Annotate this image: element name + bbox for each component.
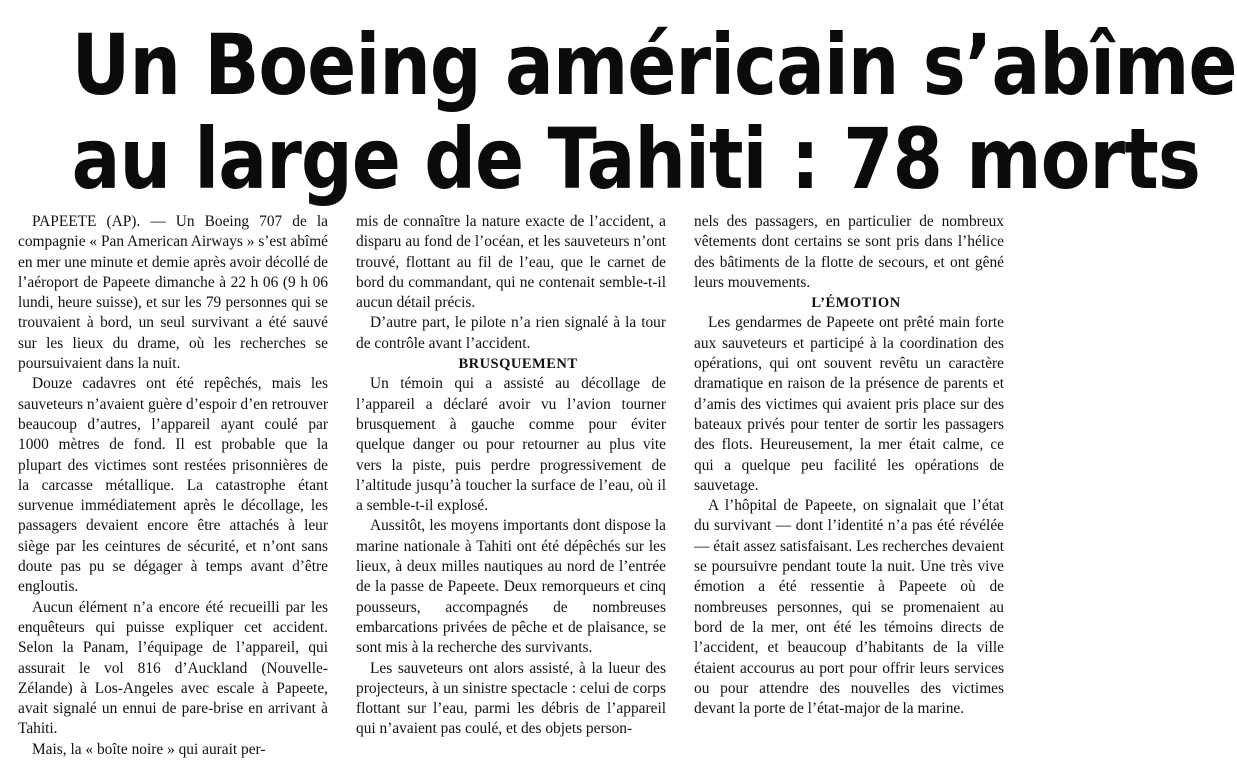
article-body	[18, 212, 1006, 760]
paragraph: D’autre part, le pilote n’a rien signalé à la tour de contrôle avant l’accident.	[356, 314, 666, 352]
paragraph: Un témoin qui a assisté au décollage de l’appareil a déclaré avoir vu l’avion tourner brusquement à gauche comme pour éviter quelque danger ou pour retourner au plus vite vers la piste, puis perdre progressivement de l’altitude jusqu’à toucher la surface de l’eau, où il a semble-t-il explosé.	[356, 375, 666, 515]
paragraph: Les gendarmes de Papeete ont prêté main forte aux sauveteurs et participé à la coordination des opérations, qui ont souvent revêtu un caractère dramatique en raison de la présence de parents et d’amis des victimes qui avaient pris place sur des bateaux privés pour tenter de sortir les passagers des flots. Heureusement, la mer était calme, ce qui a quelque peu facilité les opérations de sauvetage.	[694, 314, 1004, 494]
paragraph: Aucun élément n’a encore été recueilli par les enquêteurs qui puisse expliquer cet accident. Selon la Panam, l’équipage de l’appareil, qui assurait le vol 816 d’Auckland (Nouvelle-Zélande) à Los-Angeles avec escale à Papeete, avait signalé un ennui de pare-brise en arrivant à Tahiti.	[18, 598, 328, 738]
paragraph: Mais, la « boîte noire » qui aurait per-	[32, 740, 266, 758]
subheading-brusquement: BRUSQUEMENT	[458, 356, 578, 373]
paragraph: Douze cadavres ont été repêchés, mais les sauveteurs n’avaient guère d’espoir d’en retrouver beaucoup d’autres, l’appareil ayant coulé par 1000 mètres de fond. Il est probable que la plupart des victimes sont restées prisonnières de la carcasse métallique. La catastrophe étant survenue immédiatement après le décollage, les passagers devaient encore être attachés à leur siège par les ceintures de sécurité, et n’ont sans doute pas pu se dégager à temps avant d’être engloutis.	[18, 375, 328, 596]
article-column-2	[356, 212, 666, 740]
paragraph-dateline: PAPEETE (AP). — Un Boeing 707 de la compagnie « Pan American Airways » s’est abîmé en mer une minute et demie après avoir décollé de l’aéroport de Papeete dimanche à 22 h 06 (9 h 06 lundi, heure suisse), et sur les 79 personnes qui se trouvaient à bord, un seul survivant a été sauvé sur les lieux du drame, où les recherches se poursuivaient dans la nuit.	[18, 213, 328, 373]
paragraph-continued: nels des passagers, en particulier de nombreux vêtements dont certains se sont pris dans l’hélice des bâtiments de la flotte de secours, et ont gêné leurs mouvements.	[694, 213, 1004, 291]
subheading-emotion: L’ÉMOTION	[811, 295, 901, 312]
paragraph: Les sauveteurs ont alors assisté, à la lueur des projecteurs, à un sinistre spectacle : celui de corps flottant sur l’eau, parmi les débris de l’appareil qui n’avaient pas coulé, et des objets person-	[356, 659, 666, 738]
article-column-1	[18, 212, 328, 760]
paragraph-continued: mis de connaître la nature exacte de l’accident, a disparu au fond de l’océan, et les sauveteurs n’ont trouvé, flottant au fil de l’eau, que le carnet de bord du commandant, qui ne contenait semble-t-il aucun détail précis.	[356, 213, 666, 312]
headline-line-1: Un Boeing américain s’abîme	[71, 16, 1237, 114]
headline	[71, 16, 1237, 208]
article-column-3	[694, 212, 1004, 719]
paragraph: A l’hôpital de Papeete, on signalait que l’état du survivant — dont l’identité n’a pas été révélée — était assez satisfaisant. Les recherches devaient se poursuivre pendant toute la nuit. Une très vive émotion a été ressentie à Papeete où de nombreuses personnes, qui se promenaient au bord de la mer, ont été les témoins directs de l’accident, et beaucoup d’habitants de la ville étaient accourus au port pour offrir leurs services ou pour attendre des nouvelles des victimes devant la porte de l’état-major de la marine.	[694, 497, 1004, 718]
paragraph: Aussitôt, les moyens importants dont dispose la marine nationale à Tahiti ont été dépêchés sur les lieux, à deux milles nautiques au nord de l’entrée de la passe de Papeete. Deux remorqueurs et cinq pousseurs, accompagnés de nombreuses embarcations privées de pêche et de plaisance, se sont mis à la recherche des survivants.	[356, 517, 666, 657]
headline-line-2: au large de Tahiti : 78 morts	[71, 110, 1201, 208]
